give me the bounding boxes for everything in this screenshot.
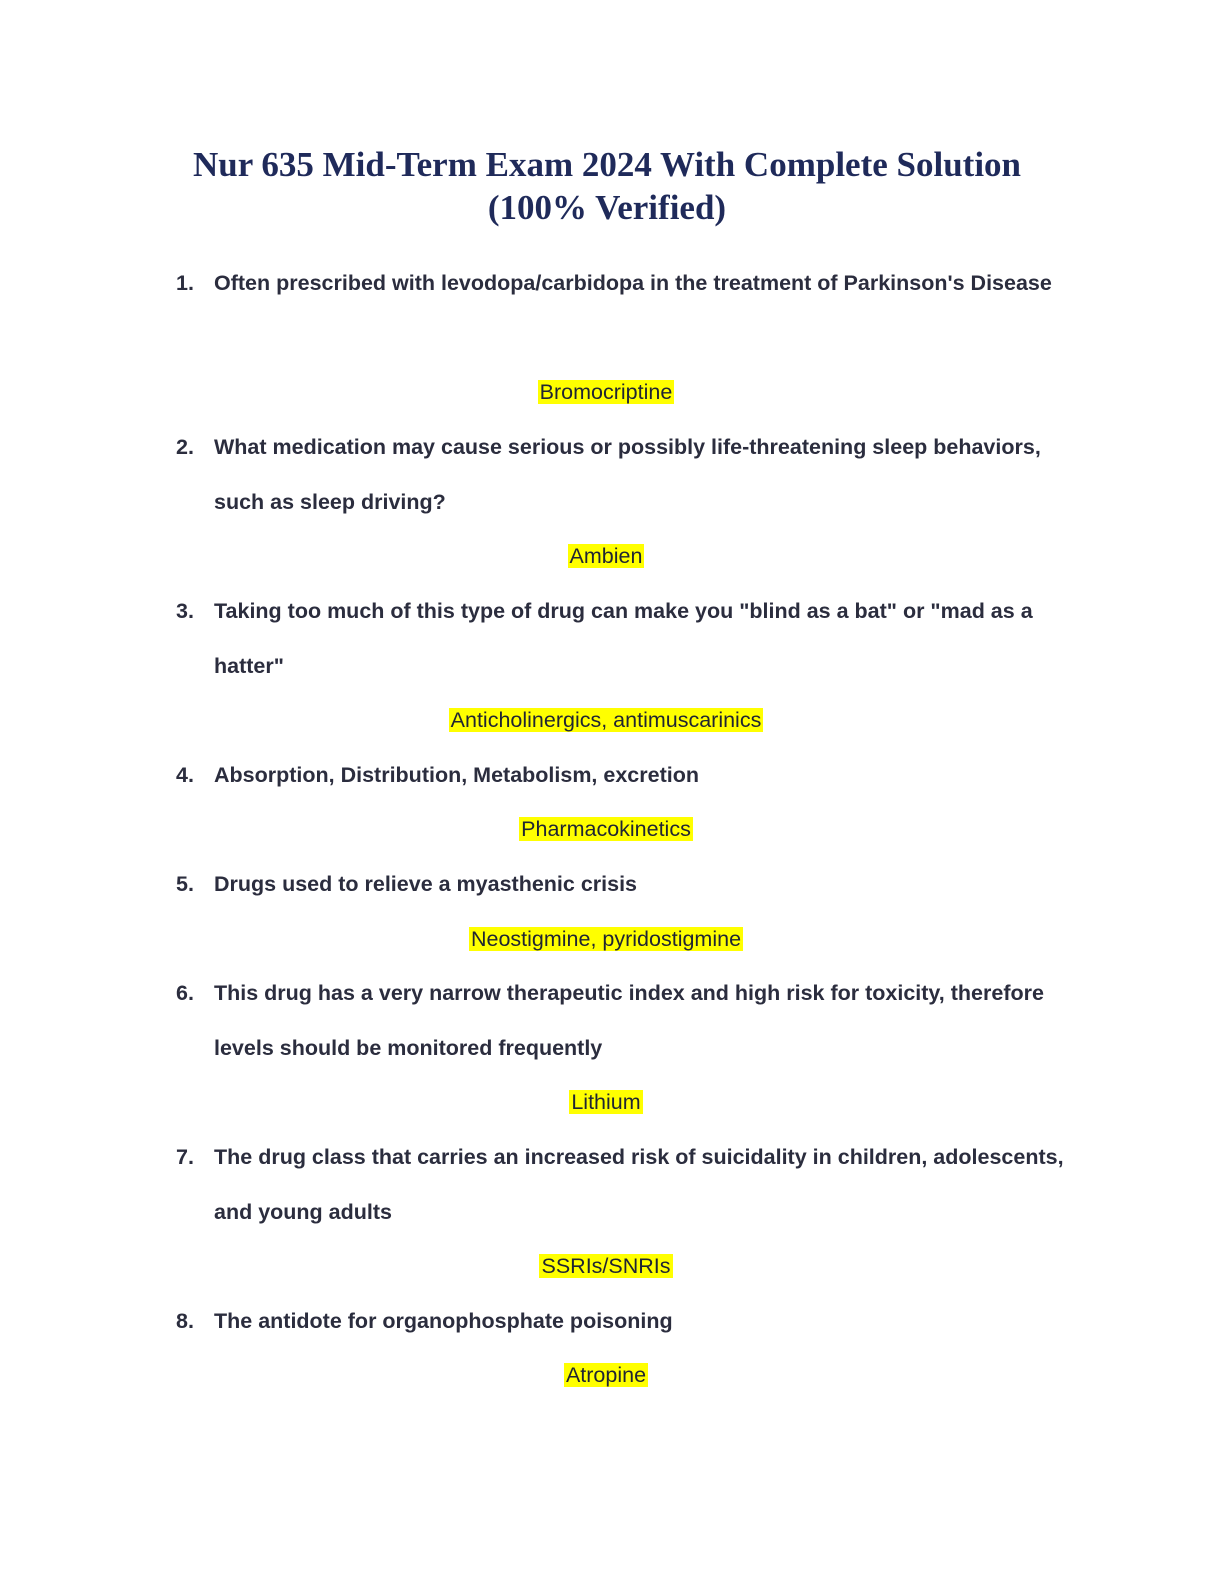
answer-row bbox=[0, 1361, 1212, 1390]
question-number: 3. bbox=[176, 599, 194, 623]
answer-highlight: Neostigmine, pyridostigmine bbox=[470, 927, 742, 951]
question-text: Drugs used to relieve a myasthenic crisis bbox=[214, 872, 638, 896]
question-text: The drug class that carries an increased risk of suicidality in children, adolescents, and young adults bbox=[214, 1145, 1064, 1224]
answer-row bbox=[0, 925, 1212, 954]
answer-row bbox=[0, 378, 1212, 407]
question-number: 1. bbox=[176, 271, 194, 295]
answer-row bbox=[0, 542, 1212, 571]
answer-highlight: Bromocriptine bbox=[539, 380, 673, 404]
answer-highlight: Atropine bbox=[565, 1363, 647, 1387]
question-text: This drug has a very narrow therapeutic index and high risk for toxicity, therefore levels should be monitored frequently bbox=[214, 981, 1044, 1060]
answer-highlight: Ambien bbox=[569, 544, 643, 568]
question-text: The antidote for organophosphate poisoning bbox=[214, 1309, 673, 1333]
answer-row bbox=[0, 706, 1212, 735]
question-text: Taking too much of this type of drug can make you "blind as a bat" or "mad as a hatter" bbox=[214, 599, 1033, 678]
answer-highlight: Anticholinergics, antimuscarinics bbox=[450, 708, 762, 732]
question-number: 7. bbox=[176, 1145, 194, 1169]
answer-row bbox=[0, 1252, 1212, 1281]
answer-row bbox=[0, 815, 1212, 844]
question-text: Absorption, Distribution, Metabolism, excretion bbox=[214, 763, 699, 787]
question-number: 8. bbox=[176, 1309, 194, 1333]
question-number: 4. bbox=[176, 763, 194, 787]
question-text: What medication may cause serious or possibly life-threatening sleep behaviors, such as sleep driving? bbox=[214, 435, 1041, 514]
answer-highlight: Pharmacokinetics bbox=[521, 817, 691, 841]
question-number: 2. bbox=[176, 435, 194, 459]
question-number: 6. bbox=[176, 981, 194, 1005]
answer-row bbox=[0, 1088, 1212, 1117]
answer-highlight: Lithium bbox=[571, 1090, 641, 1114]
answer-highlight: SSRIs/SNRIs bbox=[541, 1254, 671, 1278]
question-text: Often prescribed with levodopa/carbidopa in the treatment of Parkinson's Disease bbox=[214, 271, 1052, 295]
document-title: Nur 635 Mid-Term Exam 2024 With Complete Solution (100% Verified) bbox=[192, 145, 1022, 227]
question-number: 5. bbox=[176, 872, 194, 896]
